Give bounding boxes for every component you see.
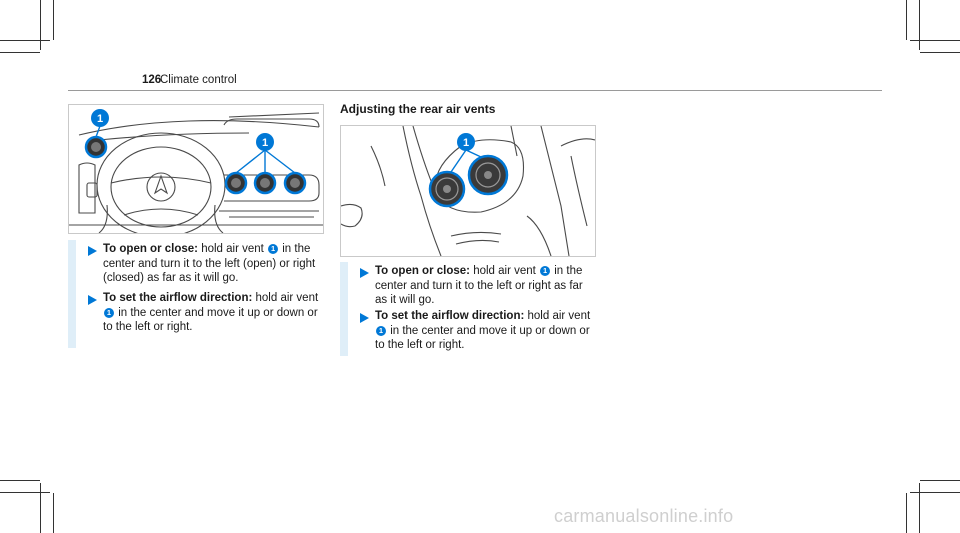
callout-1-icon: 1 <box>540 266 550 276</box>
step-heading: To open or close: <box>103 243 198 255</box>
crop-mark <box>906 0 907 40</box>
arrow-icon <box>360 268 369 278</box>
instruction-step <box>375 309 597 353</box>
step-heading: To open or close: <box>375 265 470 277</box>
step-text: in the center and move it up or down or to the left or right. <box>103 306 318 334</box>
crop-mark <box>0 480 40 481</box>
page-number: 126 <box>142 74 162 86</box>
callout-1-icon: 1 <box>268 244 278 254</box>
step-heading: To set the airflow direction: <box>375 310 525 322</box>
callout-1-badge <box>256 133 274 151</box>
arrow-icon <box>88 246 97 256</box>
header-rule <box>68 90 882 91</box>
callout-1-icon: 1 <box>376 326 386 336</box>
crop-mark <box>0 40 50 41</box>
step-text: hold air vent <box>198 243 268 255</box>
section-title: Adjusting the rear air vents <box>340 102 496 116</box>
crop-mark <box>53 0 54 40</box>
arrow-icon <box>360 313 369 323</box>
crop-mark <box>0 492 50 493</box>
crop-mark <box>910 40 960 41</box>
front-vents-illustration <box>68 104 324 234</box>
step-text: hold air vent <box>252 292 319 304</box>
callout-1-badge <box>91 109 109 127</box>
crop-mark <box>0 52 40 53</box>
svg-text:1: 1 <box>462 137 470 149</box>
svg-text:1: 1 <box>261 137 269 149</box>
step-heading: To set the airflow direction: <box>103 292 253 304</box>
crop-mark <box>920 480 960 481</box>
crop-mark <box>906 493 907 533</box>
crop-mark <box>919 483 920 533</box>
step-text: in the center and turn it to the left (open) or right (closed) as far as it will go. <box>103 243 316 285</box>
step-text: in the center and turn it to the left or right as far as it will go. <box>375 265 583 307</box>
step-text: hold air vent <box>470 265 540 277</box>
crop-mark <box>919 0 920 50</box>
instruction-bar <box>340 262 348 356</box>
step-text: hold air vent <box>524 310 591 322</box>
crop-mark <box>53 493 54 533</box>
instruction-step <box>375 264 597 308</box>
svg-text:1: 1 <box>96 113 104 125</box>
rear-vents-illustration <box>340 125 596 257</box>
callout-1-icon: 1 <box>104 308 114 318</box>
step-text: in the center and move it up or down or to the left or right. <box>375 324 590 352</box>
crop-mark <box>910 492 960 493</box>
instruction-step <box>103 291 325 335</box>
crop-mark <box>40 483 41 533</box>
instruction-step <box>103 242 325 286</box>
callout-1-badge <box>457 133 475 151</box>
footer-watermark: carmanualsonline.info <box>554 506 734 526</box>
instruction-bar <box>68 240 76 348</box>
crop-mark <box>920 52 960 53</box>
page-title: Climate control <box>160 74 237 86</box>
crop-mark <box>40 0 41 50</box>
arrow-icon <box>88 295 97 305</box>
